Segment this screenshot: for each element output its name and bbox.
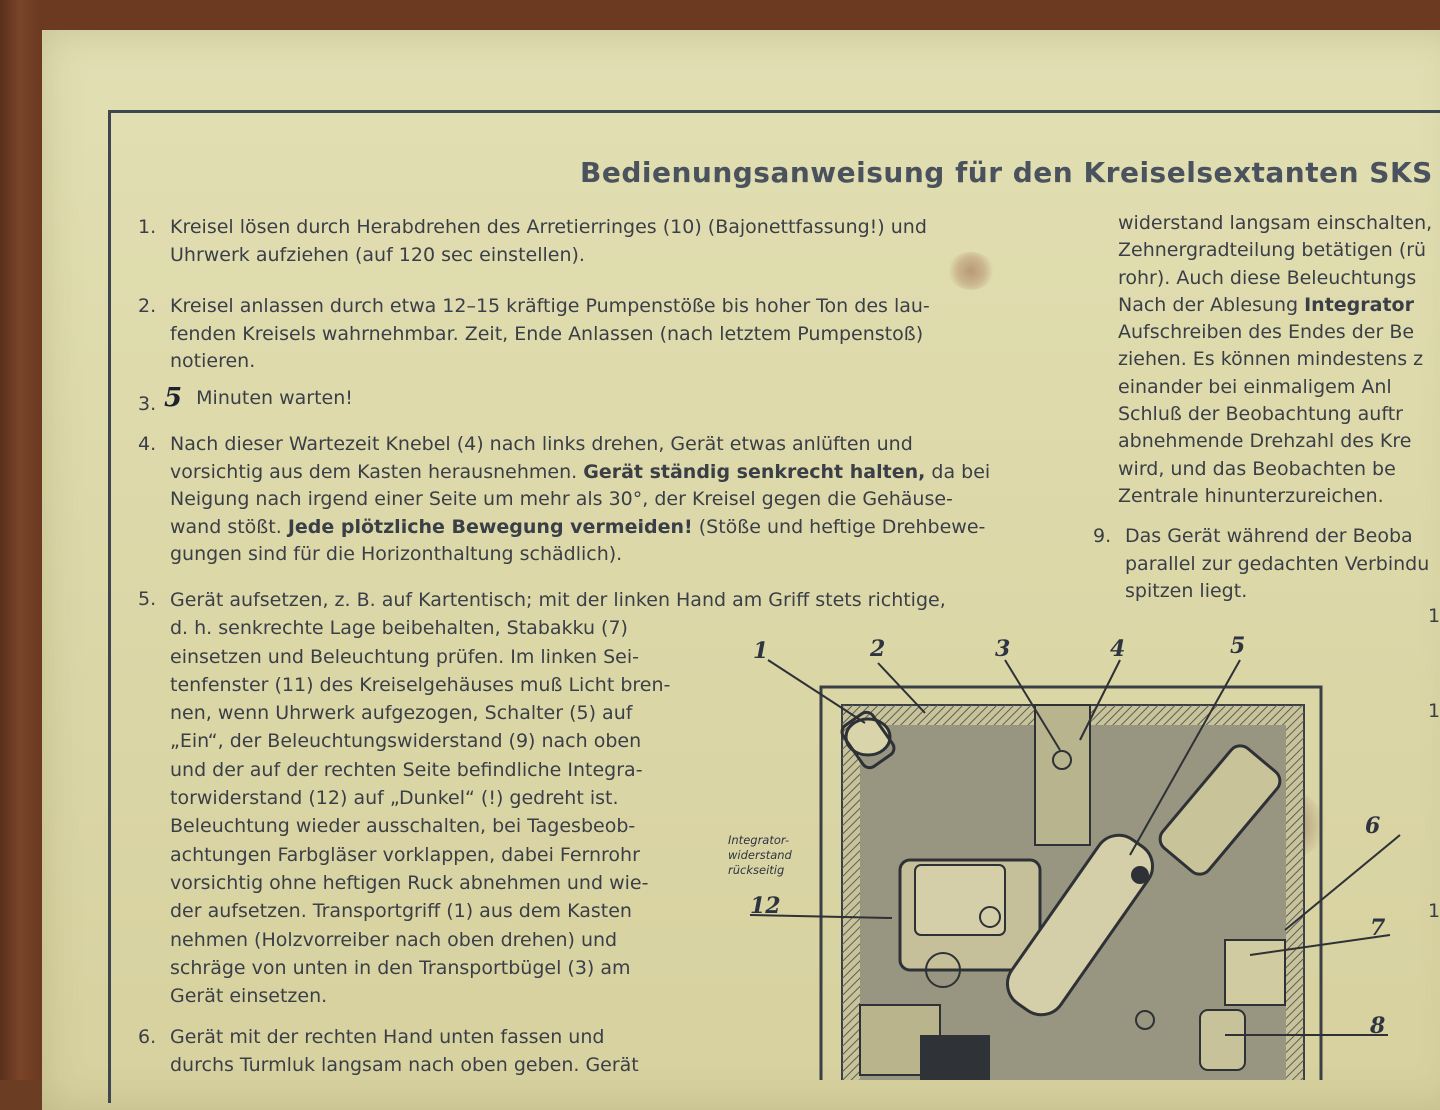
label-line: rückseitig: [728, 863, 785, 877]
line-segment: wand stößt.: [170, 515, 282, 538]
edge-mark: 1: [1428, 900, 1440, 922]
right-line: einander bei einmaligem Anl: [1118, 375, 1392, 398]
right-line: Nach der Ablesung Integrator: [1118, 293, 1414, 316]
right-line: Schluß der Beobachtung auftr: [1118, 403, 1403, 426]
item-line: „Ein“, der Beleuchtungswiderstand (9) nach oben: [170, 730, 642, 753]
warning-text: Jede plötzliche Bewegung vermeiden!: [287, 515, 693, 538]
callout-2: 2: [870, 636, 886, 662]
item-line: parallel zur gedachten Verbindu: [1125, 552, 1430, 575]
item-line: notieren.: [170, 350, 256, 372]
item-line: nen, wenn Uhrwerk aufgezogen, Schalter (5) auf: [170, 702, 633, 725]
label-line: Integrator-: [728, 833, 790, 847]
item-line: spitzen liegt.: [1125, 580, 1248, 602]
item-line: vorsichtig ohne heftigen Ruck abnehmen und wie-: [170, 871, 649, 894]
telescope-knob: [1131, 866, 1149, 884]
document-title: Bedienungsanweisung für den Kreiselsextanten SKS: [580, 156, 1433, 189]
item-line: nehmen (Holzvorreiber nach oben drehen) und: [170, 928, 618, 951]
item-line: torwiderstand (12) auf „Dunkel“ (!) gedreht ist.: [170, 787, 619, 810]
item-line: d. h. senkrechte Lage beibehalten, Stabakku (7): [170, 617, 628, 640]
handwritten-number: 5: [164, 383, 183, 413]
right-line: Aufschreiben des Endes der Be: [1118, 321, 1415, 344]
bold-word: Integrator: [1304, 293, 1414, 316]
item-line: Gerät aufsetzen, z. B. auf Kartentisch; mit der linken Hand am Griff stets richtige,: [170, 589, 946, 611]
sextant-diagram: [720, 625, 1440, 1080]
item-line: Kreisel lösen durch Herabdrehen des Arretierringes (10) (Bajonettfassung!) und: [170, 216, 927, 238]
paper-stain: [948, 252, 994, 290]
right-line: rohr). Auch diese Beleuchtungs: [1118, 266, 1417, 289]
callout-5: 5: [1230, 633, 1246, 659]
item-number: 5.: [138, 588, 157, 610]
item-line: Beleuchtung wieder ausschalten, bei Tagesbeob-: [170, 815, 636, 838]
item-number: 6.: [138, 1026, 157, 1048]
right-line: Zehnergradteilung betätigen (rü: [1118, 239, 1427, 262]
right-line: abnehmende Drehzahl des Kre: [1118, 430, 1412, 453]
item-line: fenden Kreisels wahrnehmbar. Zeit, Ende Anlassen (nach letztem Pumpenstoß): [170, 322, 924, 345]
item-line: Gerät mit der rechten Hand unten fassen und: [170, 1026, 605, 1048]
item-line: achtungen Farbgläser vorklappen, dabei Fernrohr: [170, 843, 640, 866]
right-wall: [1286, 705, 1304, 1080]
item-line: Kreisel anlassen durch etwa 12–15 kräftige Pumpenstöße bis hoher Ton des lau-: [170, 295, 930, 317]
item-line: durchs Turmluk langsam nach oben geben. Gerät: [170, 1053, 639, 1076]
edge-mark: 1: [1428, 605, 1440, 627]
line-segment: da bei: [931, 460, 991, 483]
leader-line-1: [768, 660, 865, 723]
callout-6: 6: [1365, 813, 1381, 839]
base-block: [920, 1035, 990, 1080]
right-column: [1118, 210, 1440, 510]
callout-12: 12: [750, 893, 781, 919]
gyro-window: [915, 865, 1005, 935]
callout-4: 4: [1110, 636, 1126, 662]
right-line: wird, und das Beobachten be: [1118, 457, 1396, 480]
right-line: Zentrale hinunterzureichen.: [1118, 484, 1384, 507]
callout-7: 7: [1370, 915, 1386, 941]
item-line: Nach dieser Wartezeit Knebel (4) nach links drehen, Gerät etwas anlüften und: [170, 433, 913, 455]
callout-1: 1: [753, 638, 769, 664]
item-number: 2.: [138, 295, 157, 317]
item-number: 1.: [138, 216, 157, 238]
item-line: schräge von unten in den Transportbügel (3) am: [170, 956, 631, 979]
warning-text: Gerät ständig senkrecht halten,: [583, 460, 926, 483]
item-line: der aufsetzen. Transportgriff (1) aus dem Kasten: [170, 900, 632, 923]
item-line: Uhrwerk aufziehen (auf 120 sec einstellen).: [170, 243, 585, 266]
item-number: 4.: [138, 433, 157, 455]
right-line: widerstand langsam einschalten,: [1118, 212, 1433, 234]
item-line: [170, 514, 990, 542]
item-line: gungen sind für die Horizonthaltung schädlich).: [170, 543, 623, 565]
battery: [1225, 940, 1285, 1005]
item-line: Neigung nach irgend einer Seite um mehr als 30°, der Kreisel gegen die Gehäuse-: [170, 488, 953, 510]
callout-3: 3: [995, 636, 1011, 662]
item-line: tenfenster (11) des Kreiselgehäuses muß Licht bren-: [170, 673, 671, 696]
item-line: Das Gerät während der Beoba: [1125, 525, 1413, 547]
line-segment: (Stöße und heftige Drehbewe-: [698, 515, 986, 538]
right-line: ziehen. Es können mindestens z: [1118, 348, 1424, 371]
item-line: Gerät einsetzen.: [170, 985, 328, 1008]
line-segment: vorsichtig aus dem Kasten herausnehmen.: [170, 460, 578, 483]
central-column: [1035, 705, 1090, 845]
label-line: widerstand: [728, 848, 792, 862]
callout-8: 8: [1370, 1013, 1386, 1039]
item-line: [170, 459, 990, 487]
item-text: Minuten warten!: [196, 387, 353, 409]
left-wall: [842, 705, 860, 1080]
item-line: und der auf der rechten Seite befindliche Integra-: [170, 758, 643, 781]
edge-mark: 1: [1428, 700, 1440, 722]
lower-cylinder: [1200, 1010, 1245, 1070]
item-number: 9.: [1093, 525, 1112, 547]
item-line: einsetzen und Beleuchtung prüfen. Im linken Sei-: [170, 645, 639, 668]
instruction-item-9: [1093, 523, 1440, 613]
item-number: 3.: [138, 393, 157, 415]
